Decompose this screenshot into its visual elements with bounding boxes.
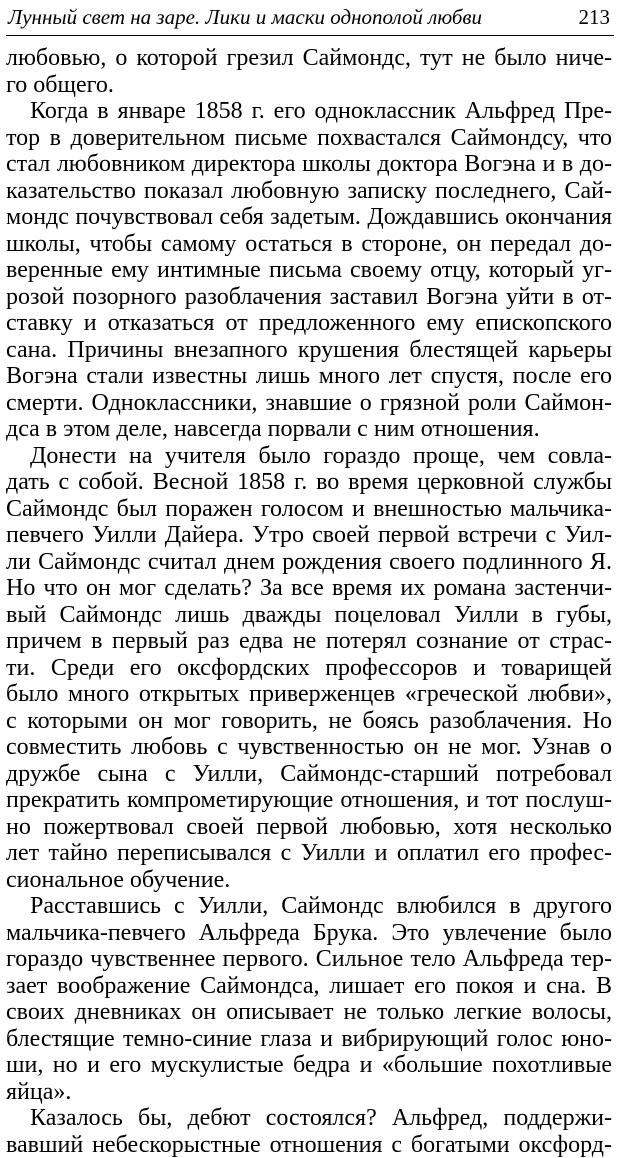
text-line: Когда в январе 1858 г. его одноклассник Альфред Пре- <box>6 98 612 125</box>
text-line: певчего Уилли Дайера. Утро своей первой встречи с Уил- <box>6 522 612 549</box>
text-line: но пожертвовал своей первой любовью, хотя несколько <box>6 814 612 841</box>
text-line: Саймондс был поражен голосом и внешностью мальчика- <box>6 496 612 523</box>
text-line: зает воображение Саймондса, лишает его покоя и сна. В <box>6 973 612 1000</box>
text-line: любовью, о которой грезил Саймондс, тут не было ниче- <box>6 45 612 72</box>
text-line: причем в первый раз едва не потерял сознание от страс- <box>6 628 612 655</box>
text-line: прекратить компрометирующие отношения, и тот послуш- <box>6 787 612 814</box>
text-line: было много открытых приверженцев «греческой любви», <box>6 681 612 708</box>
text-line: розой позорного разоблачения заставил Вогэна уйти в от- <box>6 284 612 311</box>
text-line: веренные ему интимные письма своему отцу, который уг- <box>6 257 612 284</box>
text-line: дружбе сына с Уилли, Саймондс-старший потребовал <box>6 761 612 788</box>
text-line: го общего. <box>6 72 612 99</box>
text-line: ли Саймондс считал днем рождения своего подлинного Я. <box>6 549 612 576</box>
text-line: казательство показал любовную записку последнего, Сай- <box>6 178 612 205</box>
paragraph <box>6 45 612 98</box>
text-line: Но что он мог сделать? За все время их романа застенчи- <box>6 575 612 602</box>
text-line: ставку и отказаться от предложенного ему епископского <box>6 310 612 337</box>
page-header <box>6 4 614 36</box>
text-line: совместить любовь с чувственностью он не мог. Узнав о <box>6 734 612 761</box>
text-line: вый Саймондс лишь дважды поцеловал Уилли в губы, <box>6 602 612 629</box>
text-line: стал любовником директора школы доктора Вогэна и в до- <box>6 151 612 178</box>
text-line: ши, но и его мускулистые бедра и «большие похотливые <box>6 1052 612 1079</box>
text-line: Расставшись с Уилли, Саймондс влюбился в другого <box>6 893 612 920</box>
text-line: Донести на учителя было гораздо проще, чем совла- <box>6 443 612 470</box>
text-line: ти. Среди его оксфордских профессоров и товарищей <box>6 655 612 682</box>
text-line: тор в доверительном письме похвастался Саймондсу, что <box>6 125 612 152</box>
text-line: дса в этом деле, навсегда порвали с ним отношения. <box>6 416 612 443</box>
text-line: сиональное обучение. <box>6 867 612 894</box>
text-line: гораздо чувственнее первого. Сильное тело Альфреда тер- <box>6 946 612 973</box>
text-line: яйца». <box>6 1079 612 1106</box>
paragraph <box>6 893 612 1105</box>
text-line: дать с собой. Весной 1858 г. во время церковной службы <box>6 469 612 496</box>
text-line: смерти. Одноклассники, знавшие о грязной роли Саймон- <box>6 390 612 417</box>
paragraph <box>6 1105 612 1158</box>
text-line: Вогэна стали известны лишь много лет спустя, после его <box>6 363 612 390</box>
paragraph <box>6 98 612 443</box>
text-line: с которыми он мог говорить, не боясь разоблачения. Но <box>6 708 612 735</box>
text-line: Казалось бы, дебют состоялся? Альфред, поддержи- <box>6 1105 612 1132</box>
text-line: вавший небескорыстные отношения с богатыми оксфорд- <box>6 1132 612 1158</box>
text-line: своих дневниках он описывает не только легкие волосы, <box>6 999 612 1026</box>
text-line: лет тайно переписывался с Уилли и оплатил его профес- <box>6 840 612 867</box>
running-title: Лунный свет на заре. Лики и маски однополой любви <box>8 4 482 30</box>
text-line: сана. Причины внезапного крушения блестящей карьеры <box>6 337 612 364</box>
text-line: мондс почувствовал себя задетым. Дождавшись окончания <box>6 204 612 231</box>
text-line: школы, чтобы самому остаться в стороне, он передал до- <box>6 231 612 258</box>
body-text <box>6 45 612 1158</box>
page-number: 213 <box>579 4 611 30</box>
text-line: мальчика-певчего Альфреда Брука. Это увлечение было <box>6 920 612 947</box>
paragraph <box>6 443 612 894</box>
text-line: блестящие темно-синие глаза и вибрирующий голос юно- <box>6 1026 612 1053</box>
